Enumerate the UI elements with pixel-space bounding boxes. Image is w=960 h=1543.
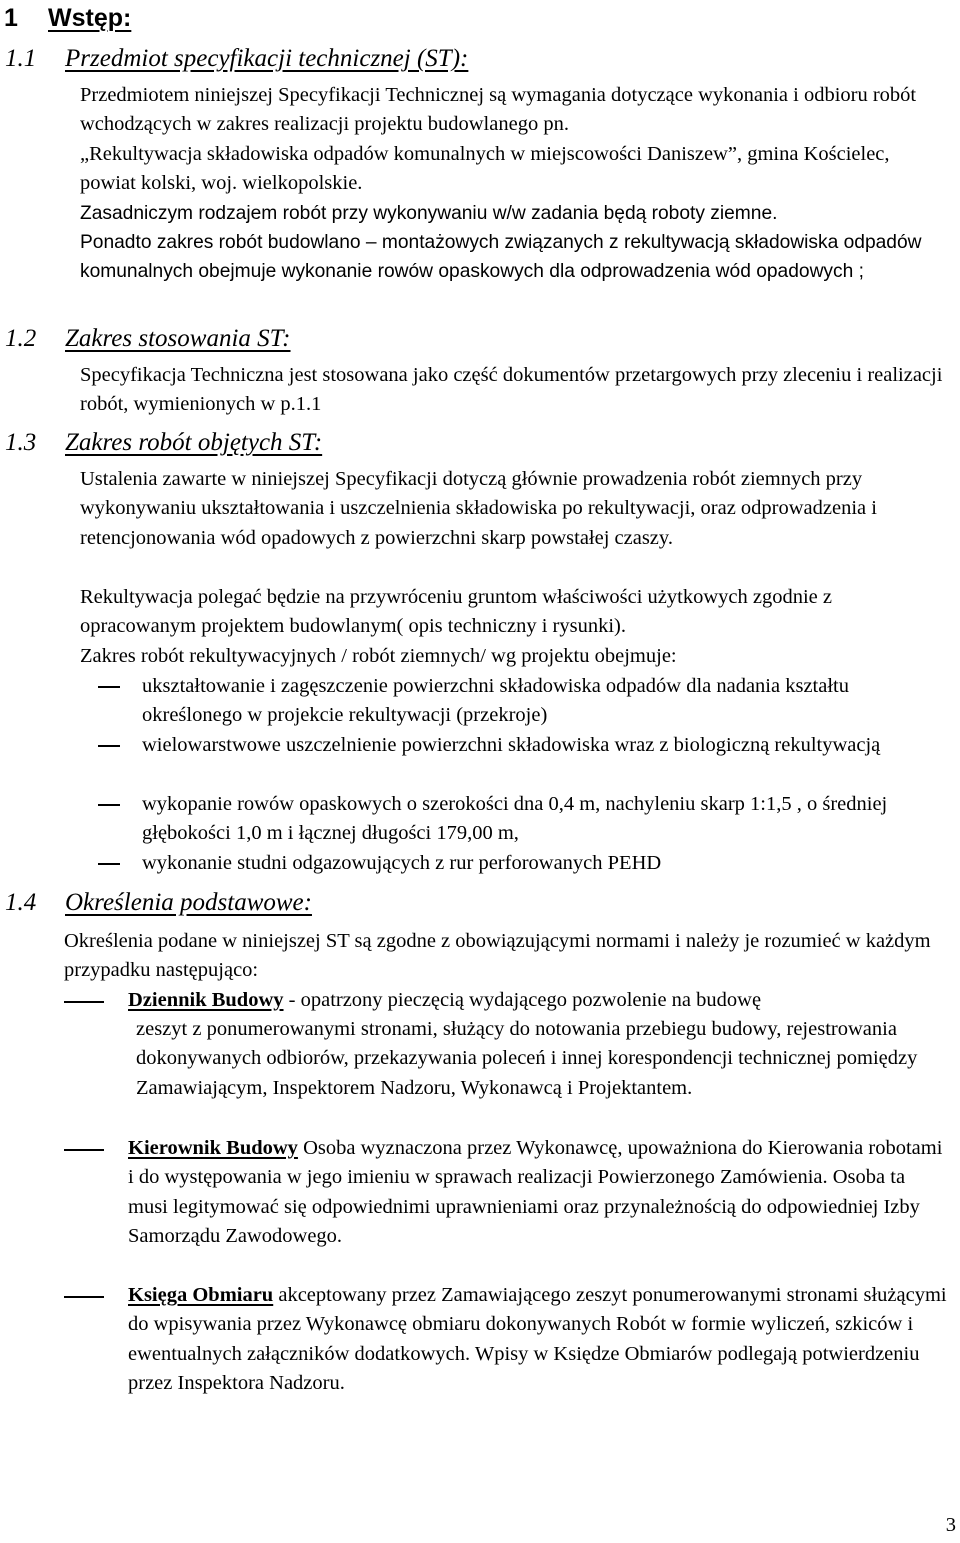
s13-paragraph-1: Ustalenia zawarte w niniejszej Specyfikacji dotyczą głównie prowadzenia robót ziemnych przy wykonywaniu ukształtowania i uszczelnienia składowiska po rekultywacji, oraz odprowadzenia i retencjonowania wód opadowych z powierzchni skarp powstałej czaszy.: [80, 468, 877, 549]
definition-text: - opatrzony pieczęcią wydającego pozwolenie na budowę: [283, 989, 762, 1011]
definition-continuation: zeszyt z ponumerowanymi stronami, służący do notowania przebiegu budowy, rejestrowania dokonywanych odbiorów, przekazywania poleceń i innej korespondencji technicznej pomiędzy Zamawiającym, Inspektorem Nadzoru, Wykonawcą i Projektantem.: [136, 1018, 918, 1099]
page-number: 3: [945, 1514, 956, 1536]
s11-paragraph-4: Ponadto zakres robót budowlano – montażowych związanych z rekultywacją składowiska odpadów komunalnych obejmuje wykonanie rowów opaskowych dla odprowadzenia wód opadowych ;: [80, 232, 922, 283]
list-item: ukształtowanie i zagęszczenie powierzchni składowiska odpadów dla nadania kształtu określonego w projekcie rekultywacji (przekroje): [142, 675, 849, 727]
list-dash: [64, 1296, 104, 1298]
definition-ksiega-obmiaru: [128, 1281, 958, 1399]
subsection-1-4-heading: [5, 886, 312, 920]
subsection-number: 1.2: [5, 325, 37, 352]
definition-text: akceptowany przez Zamawiającego zeszyt ponumerowanymi stronami służącymi do wpisywania przez Wykonawcę obmiaru dokonywanych Robót w formie wyliczeń, szkiców i ewentualnych załączników dodatkowych. Wpisy w Księdze Obmiarów podlegają potwierdzeniu przez Inspektora Nadzoru.: [128, 1284, 947, 1395]
definition-text: Osoba wyznaczona przez Wykonawcę, upoważniona do Kierowania robotami i do występowania w jego imieniu w sprawach realizacji Powierzonego Zamówienia. Osoba ta musi legitymować się odpowiednimi uprawnieniami oraz przynależnością do odpowiedniej Izby Samorządu Zawodowego.: [128, 1137, 943, 1248]
subsection-title: Zakres robót objętych ST:: [65, 429, 323, 456]
s13-paragraph-3: Zakres robót rekultywacyjnych / robót ziemnych/ wg projektu obejmuje:: [80, 645, 677, 667]
list-dash: [98, 686, 120, 688]
list-item: wykonanie studni odgazowujących z rur perforowanych PEHD: [142, 852, 662, 874]
s11-paragraph-3: Zasadniczym rodzajem robót przy wykonywaniu w/w zadania będą roboty ziemne.: [80, 203, 778, 224]
s14-paragraph-1: Określenia podane w niniejszej ST są zgodne z obowiązującymi normami i należy je rozumieć w każdym przypadku następująco:: [64, 930, 931, 982]
list-dash: [64, 1001, 104, 1003]
definition-term: Dziennik Budowy: [128, 989, 284, 1011]
list-dash: [64, 1149, 104, 1151]
s12-paragraph-1: Specyfikacja Techniczna jest stosowana jako część dokumentów przetargowych przy zleceniu i realizacji robót, wymienionych w p.1.1: [80, 364, 943, 416]
list-dash: [98, 863, 120, 865]
subsection-title: Określenia podstawowe:: [65, 889, 312, 916]
section-number: 1: [4, 4, 18, 32]
subsection-1-2-heading: [5, 322, 291, 356]
list-item: wielowarstwowe uszczelnienie powierzchni składowiska wraz z biologiczną rekultywacją: [142, 734, 881, 756]
definition-term: Kierownik Budowy: [128, 1137, 298, 1159]
subsection-number: 1.1: [5, 45, 37, 72]
definition-dziennik-budowy: [128, 986, 948, 1015]
subsection-number: 1.3: [5, 429, 37, 456]
definition-term: Księga Obmiaru: [128, 1284, 274, 1306]
section-1-heading: [4, 0, 131, 36]
subsection-number: 1.4: [5, 889, 37, 916]
s11-paragraph-1: Przedmiotem niniejszej Specyfikacji Technicznej są wymagania dotyczące wykonania i odbioru robót wchodzących w zakres realizacji projektu budowlanego pn.: [80, 84, 917, 136]
s11-paragraph-2: „Rekultywacja składowiska odpadów komunalnych w miejscowości Daniszew”, gmina Kościelec, powiat kolski, woj. wielkopolskie.: [80, 143, 890, 195]
subsection-title: Przedmiot specyfikacji technicznej (ST):: [65, 45, 469, 72]
s13-paragraph-2: Rekultywacja polegać będzie na przywróceniu gruntom właściwości użytkowych zgodnie z opracowanym projektem budowlanym( opis techniczny i rysunki).: [80, 586, 832, 638]
list-item: wykopanie rowów opaskowych o szerokości dna 0,4 m, nachyleniu skarp 1:1,5 , o średniej głębokości 1,0 m i łącznej długości 179,00 m,: [142, 793, 888, 845]
list-dash: [98, 745, 120, 747]
section-title: Wstęp:: [48, 4, 132, 32]
subsection-1-1-heading: [5, 42, 468, 76]
list-dash: [98, 804, 120, 806]
subsection-title: Zakres stosowania ST:: [65, 325, 291, 352]
subsection-1-3-heading: [5, 426, 322, 460]
definition-kierownik-budowy: [128, 1134, 948, 1252]
